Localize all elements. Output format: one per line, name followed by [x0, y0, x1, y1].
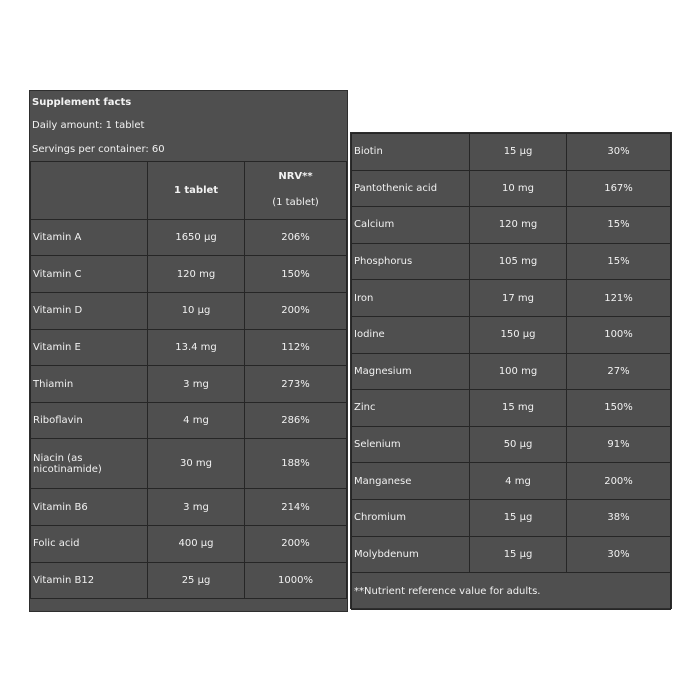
table-row: [31, 526, 347, 563]
nutrient-name: Zinc: [352, 390, 470, 427]
table-row: [352, 499, 671, 536]
nutrient-nrv: 206%: [245, 219, 347, 256]
nutrient-amount: 120 mg: [148, 256, 245, 293]
nutrient-table-left: [30, 161, 347, 599]
nutrient-amount: 100 mg: [470, 353, 567, 390]
nutrient-amount: 15 mg: [470, 390, 567, 427]
nutrient-amount: 13.4 mg: [148, 329, 245, 366]
nutrient-amount: 10 µg: [148, 293, 245, 330]
header-cell-nutrient: [31, 161, 148, 219]
nutrient-name: Iron: [352, 280, 470, 317]
header-cell-nrv: [245, 161, 347, 219]
nrv-label: NRV**: [278, 171, 313, 183]
nutrient-nrv: 200%: [567, 463, 671, 500]
nutrient-nrv: 15%: [567, 207, 671, 244]
nutrient-amount: 30 mg: [148, 439, 245, 489]
footnote-row: [352, 573, 671, 610]
nutrient-amount: 3 mg: [148, 366, 245, 403]
table-row: [352, 207, 671, 244]
table-row: [352, 353, 671, 390]
nutrient-nrv: 1000%: [245, 562, 347, 599]
nutrient-nrv: 286%: [245, 402, 347, 439]
table-row: [31, 329, 347, 366]
servings-text: Servings per container: 60: [32, 143, 165, 155]
nutrient-name: Calcium: [352, 207, 470, 244]
table-row: [31, 562, 347, 599]
table-row: [31, 439, 347, 489]
nrv-per-tablet-label: (1 tablet): [272, 197, 319, 209]
supplement-facts-panel-right: [350, 132, 672, 609]
table-row: [352, 316, 671, 353]
supplement-facts-header: [30, 91, 347, 161]
nutrient-name: Molybdenum: [352, 536, 470, 573]
nutrient-name: Biotin: [352, 134, 470, 171]
nutrient-name: Iodine: [352, 316, 470, 353]
nutrient-nrv: 112%: [245, 329, 347, 366]
nutrient-name: Riboflavin: [31, 402, 148, 439]
nutrient-amount: 3 mg: [148, 489, 245, 526]
nutrient-name: Niacin (as nicotinamide): [31, 439, 148, 489]
table-row: [352, 280, 671, 317]
table-header-row: [31, 161, 347, 219]
nutrient-name: Vitamin C: [31, 256, 148, 293]
nutrient-amount: 25 µg: [148, 562, 245, 599]
table-row: [31, 219, 347, 256]
nutrient-name: Vitamin E: [31, 329, 148, 366]
nutrient-nrv: 15%: [567, 243, 671, 280]
nutrient-name: Vitamin A: [31, 219, 148, 256]
nutrient-nrv: 150%: [567, 390, 671, 427]
table-row: [352, 390, 671, 427]
nutrient-name: Vitamin B12: [31, 562, 148, 599]
table-row: [31, 402, 347, 439]
nutrient-nrv: 121%: [567, 280, 671, 317]
nutrient-nrv: 30%: [567, 536, 671, 573]
table-row: [352, 536, 671, 573]
daily-amount-text: Daily amount: 1 tablet: [32, 120, 145, 132]
table-row: [352, 170, 671, 207]
nutrient-amount: 15 µg: [470, 499, 567, 536]
nutrient-amount: 4 mg: [470, 463, 567, 500]
nutrient-nrv: 273%: [245, 366, 347, 403]
nutrient-nrv: 200%: [245, 293, 347, 330]
nutrient-nrv: 91%: [567, 426, 671, 463]
footnote-text: **Nutrient reference value for adults.: [352, 573, 671, 610]
table-row: [31, 489, 347, 526]
nutrient-amount: 17 mg: [470, 280, 567, 317]
table-row: [352, 426, 671, 463]
nutrient-name: Phosphorus: [352, 243, 470, 280]
nutrient-amount: 4 mg: [148, 402, 245, 439]
nutrient-nrv: 188%: [245, 439, 347, 489]
nutrient-amount: 120 mg: [470, 207, 567, 244]
nutrient-amount: 400 µg: [148, 526, 245, 563]
nutrient-table-right: [351, 133, 671, 610]
table-row: [31, 366, 347, 403]
nutrient-amount: 15 µg: [470, 134, 567, 171]
nutrient-nrv: 38%: [567, 499, 671, 536]
nutrient-name: Selenium: [352, 426, 470, 463]
nutrient-name: Folic acid: [31, 526, 148, 563]
table-row: [352, 463, 671, 500]
nutrient-name: Pantothenic acid: [352, 170, 470, 207]
nutrient-amount: 50 µg: [470, 426, 567, 463]
table-row: [352, 243, 671, 280]
nutrient-nrv: 214%: [245, 489, 347, 526]
supplement-facts-title: Supplement facts: [32, 97, 132, 108]
nutrient-nrv: 167%: [567, 170, 671, 207]
nutrient-name: Vitamin D: [31, 293, 148, 330]
nutrient-name: Manganese: [352, 463, 470, 500]
nutrient-nrv: 150%: [245, 256, 347, 293]
nutrient-name: Chromium: [352, 499, 470, 536]
nutrient-amount: 150 µg: [470, 316, 567, 353]
nutrient-amount: 10 mg: [470, 170, 567, 207]
table-row: [31, 293, 347, 330]
nutrient-amount: 1650 µg: [148, 219, 245, 256]
header-cell-amount: 1 tablet: [148, 161, 245, 219]
nutrient-nrv: 30%: [567, 134, 671, 171]
nutrient-name: Vitamin B6: [31, 489, 148, 526]
nutrient-amount: 105 mg: [470, 243, 567, 280]
nutrient-nrv: 200%: [245, 526, 347, 563]
table-row: [352, 134, 671, 171]
nutrient-nrv: 27%: [567, 353, 671, 390]
nutrient-nrv: 100%: [567, 316, 671, 353]
nutrient-name: Magnesium: [352, 353, 470, 390]
nutrient-name: Thiamin: [31, 366, 148, 403]
supplement-facts-panel-left: [29, 90, 348, 612]
nutrient-amount: 15 µg: [470, 536, 567, 573]
table-row: [31, 256, 347, 293]
